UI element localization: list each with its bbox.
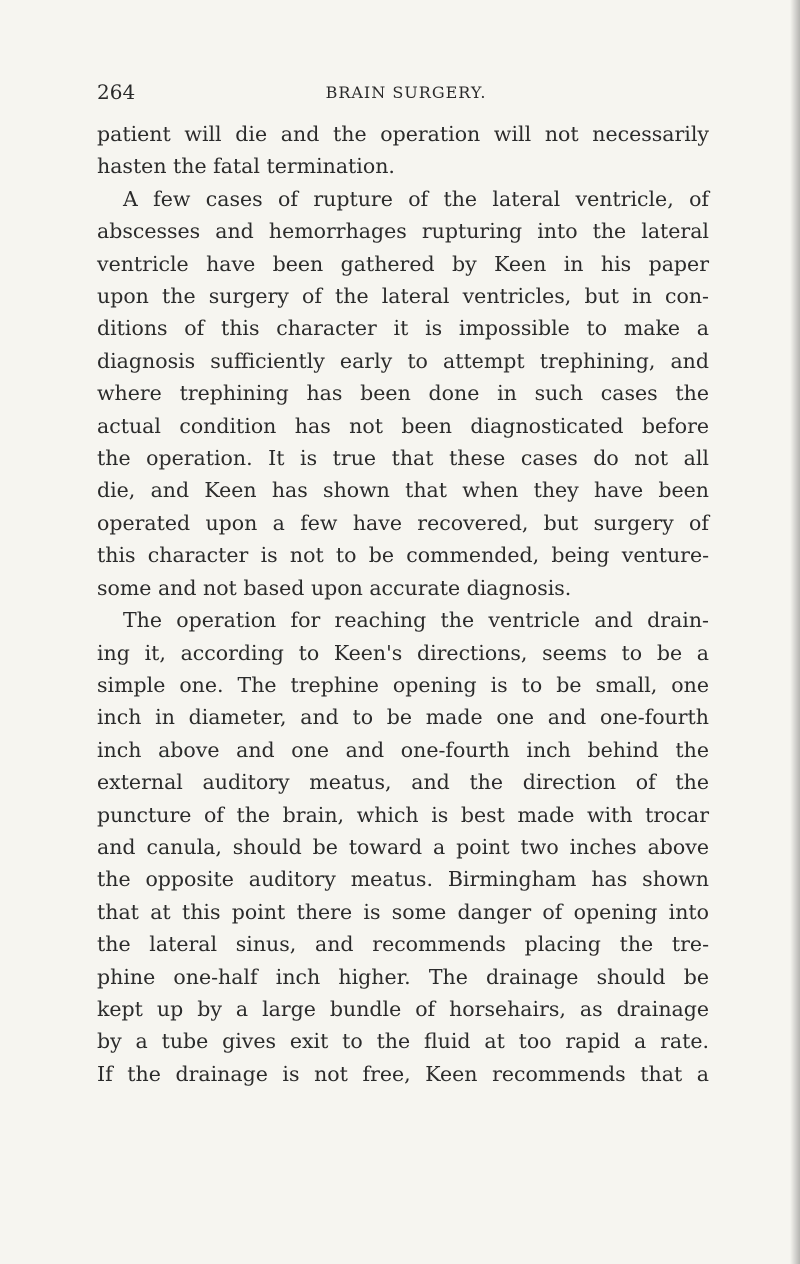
text-line: that at this point there is some danger of opening into [97, 899, 709, 924]
text-line: The operation for reaching the ventricle and drain- [123, 608, 709, 633]
text-line: ing it, according to Keen's directions, seems to be a [97, 640, 709, 665]
text-line: diagnosis sufficiently early to attempt trephining, and [97, 348, 709, 373]
text-line: and canula, should be toward a point two inches above [97, 834, 709, 859]
text-line: puncture of the brain, which is best made with trocar [97, 802, 709, 827]
text-line: patient will die and the operation will not necessarily [97, 122, 709, 146]
text-line: by a tube gives exit to the fluid at too rapid a rate. [97, 1029, 709, 1054]
text-line: abscesses and hemorrhages rupturing into the lateral [97, 219, 709, 244]
text-line: hasten the fatal termination. [97, 154, 395, 179]
running-title: BRAIN SURGERY. [325, 83, 487, 102]
text-line: actual condition has not been diagnosticated before [97, 413, 709, 438]
text-line: ditions of this character it is impossible to make a [97, 316, 709, 341]
page-edge-shadow [790, 0, 800, 1264]
text-line: the lateral sinus, and recommends placing the tre- [97, 932, 709, 957]
text-line: die, and Keen has shown that when they have been [97, 478, 709, 503]
text-line: upon the surgery of the lateral ventricles, but in con- [97, 284, 709, 309]
page-header [97, 80, 715, 110]
text-line: inch above and one and one-fourth inch behind the [97, 737, 709, 762]
text-line: ventricle have been gathered by Keen in his paper [97, 251, 709, 276]
text-line: A few cases of rupture of the lateral ventricle, of [123, 186, 709, 211]
text-line: operated upon a few have recovered, but surgery of [97, 510, 709, 535]
text-line: simple one. The trephine opening is to be small, one [97, 672, 709, 697]
text-line: external auditory meatus, and the direction of the [97, 770, 709, 795]
text-line: inch in diameter, and to be made one and one-fourth [97, 705, 709, 730]
text-line: If the drainage is not free, Keen recommends that a [97, 1061, 709, 1086]
text-line: phine one-half inch higher. The drainage should be [97, 964, 709, 989]
text-line: the operation. It is true that these cases do not all [97, 446, 709, 471]
page-number: 264 [97, 80, 136, 104]
text-line: kept up by a large bundle of horsehairs, as drainage [97, 996, 709, 1021]
text-line: the opposite auditory meatus. Birmingham has shown [97, 867, 709, 892]
text-line: where trephining has been done in such cases the [97, 381, 709, 406]
text-line: this character is not to be commended, being venture- [97, 543, 709, 568]
body-text [97, 118, 709, 1090]
text-line: some and not based upon accurate diagnosis. [97, 575, 572, 600]
